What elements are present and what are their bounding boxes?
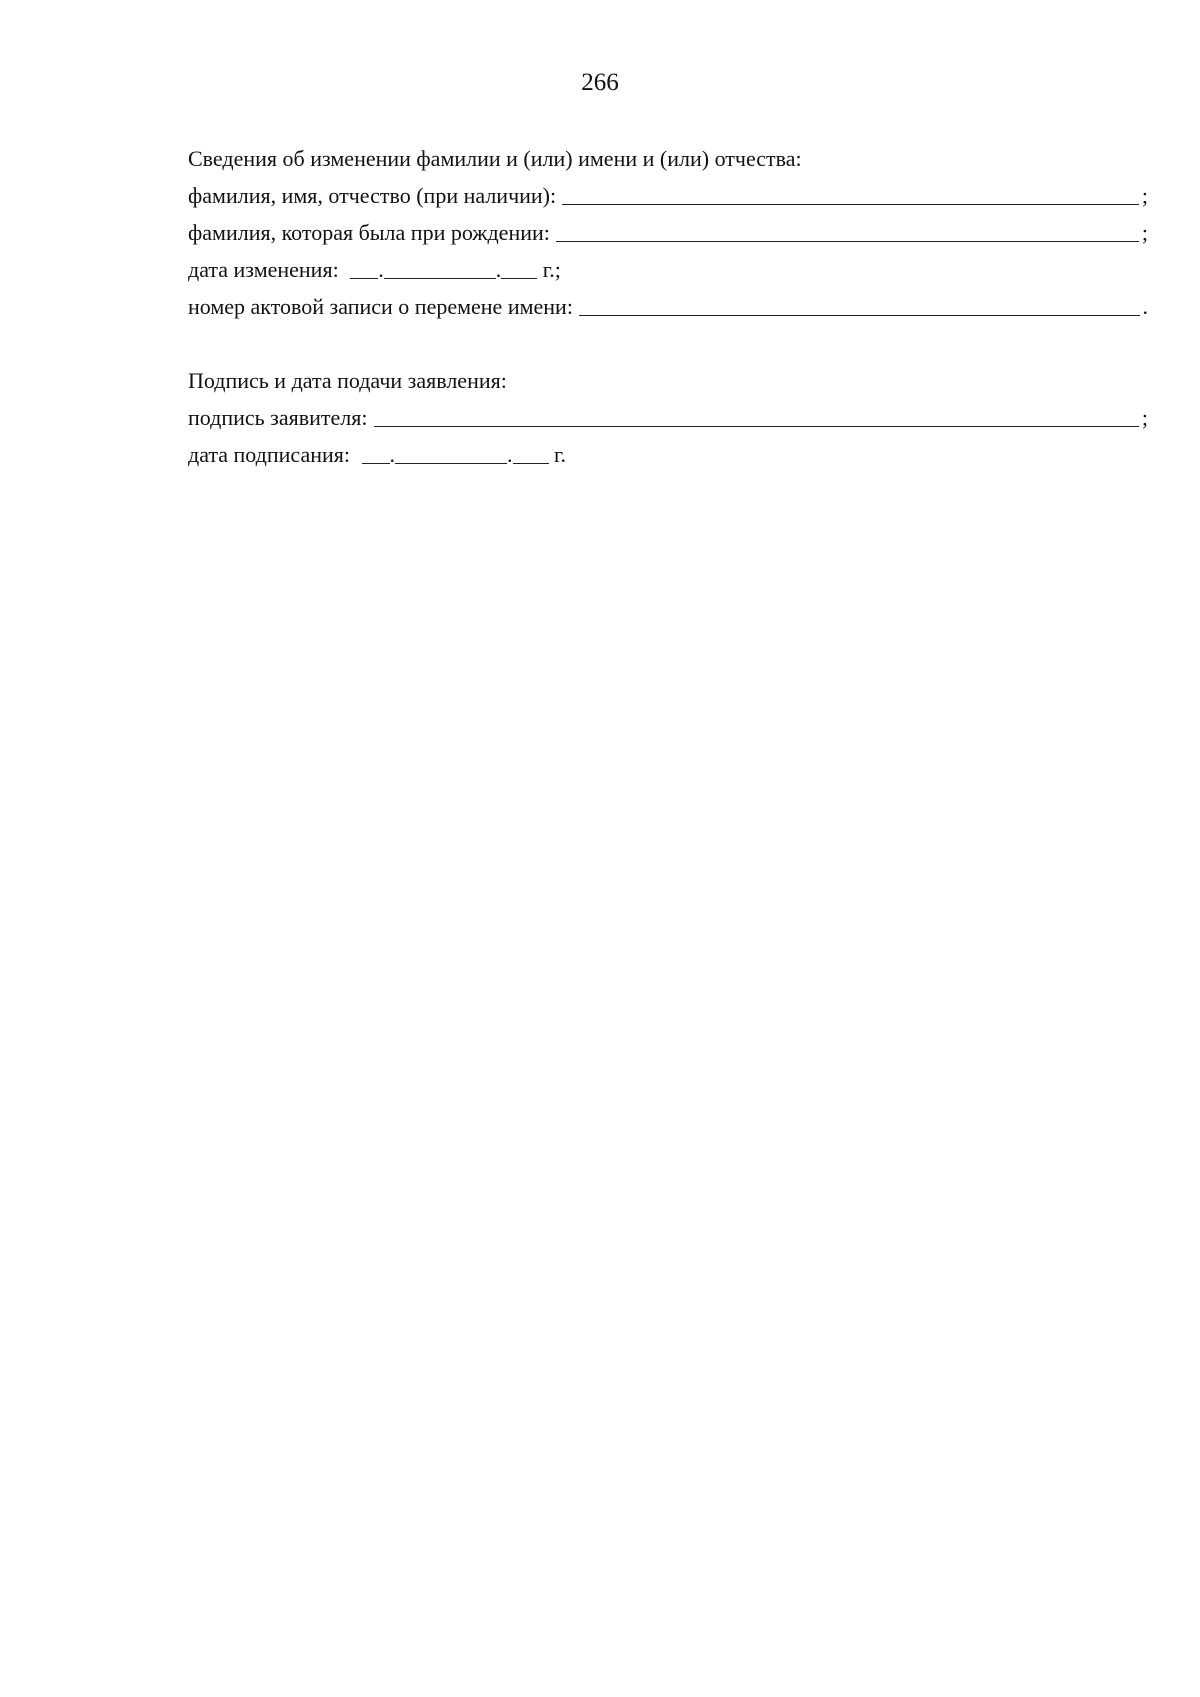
change-date-day-field[interactable] [350,256,378,279]
birth-surname-label: фамилия, которая была при рождении: [188,220,550,245]
sign-date-month-field[interactable] [395,441,507,464]
change-date-sep: . [495,257,502,282]
change-date-year-field[interactable] [501,256,537,279]
change-date-sep: . [378,257,384,282]
sign-date-label: дата подписания: [188,442,350,467]
page-number: 266 [581,69,619,96]
sign-date-sep: . [507,442,513,467]
name-change-heading: Сведения об изменении фамилии и (или) имени и (или) отчества: [188,146,802,171]
change-date-month-field[interactable] [384,256,496,279]
record-number-field[interactable] [579,293,1140,316]
change-date-label: дата изменения: [188,257,339,282]
change-date-suffix: г.; [542,257,561,282]
signature-section [188,362,1148,473]
full-name-field[interactable] [562,182,1139,205]
record-number-row [188,288,1148,325]
full-name-row [188,177,1148,214]
sign-date-suffix: г. [554,442,567,467]
full-name-label: фамилия, имя, отчество (при наличии): [188,183,557,208]
full-name-end: ; [1141,183,1148,208]
record-number-end: . [1142,294,1148,319]
signature-heading: Подпись и дата подачи заявления: [188,368,507,393]
sign-date-row [188,436,1148,473]
sign-date-day-field[interactable] [362,441,390,464]
signature-end: ; [1141,405,1148,430]
birth-surname-end: ; [1141,220,1148,245]
signature-label: подпись заявителя: [188,405,368,430]
signature-row [188,399,1148,436]
change-date-row [188,251,1148,288]
sign-date-sep: . [389,442,395,467]
sign-date-year-field[interactable] [513,441,549,464]
signature-field[interactable] [374,404,1139,427]
name-change-section [188,140,1148,325]
birth-surname-row [188,214,1148,251]
record-number-label: номер актовой записи о перемене имени: [188,294,573,319]
birth-surname-field[interactable] [556,219,1139,242]
